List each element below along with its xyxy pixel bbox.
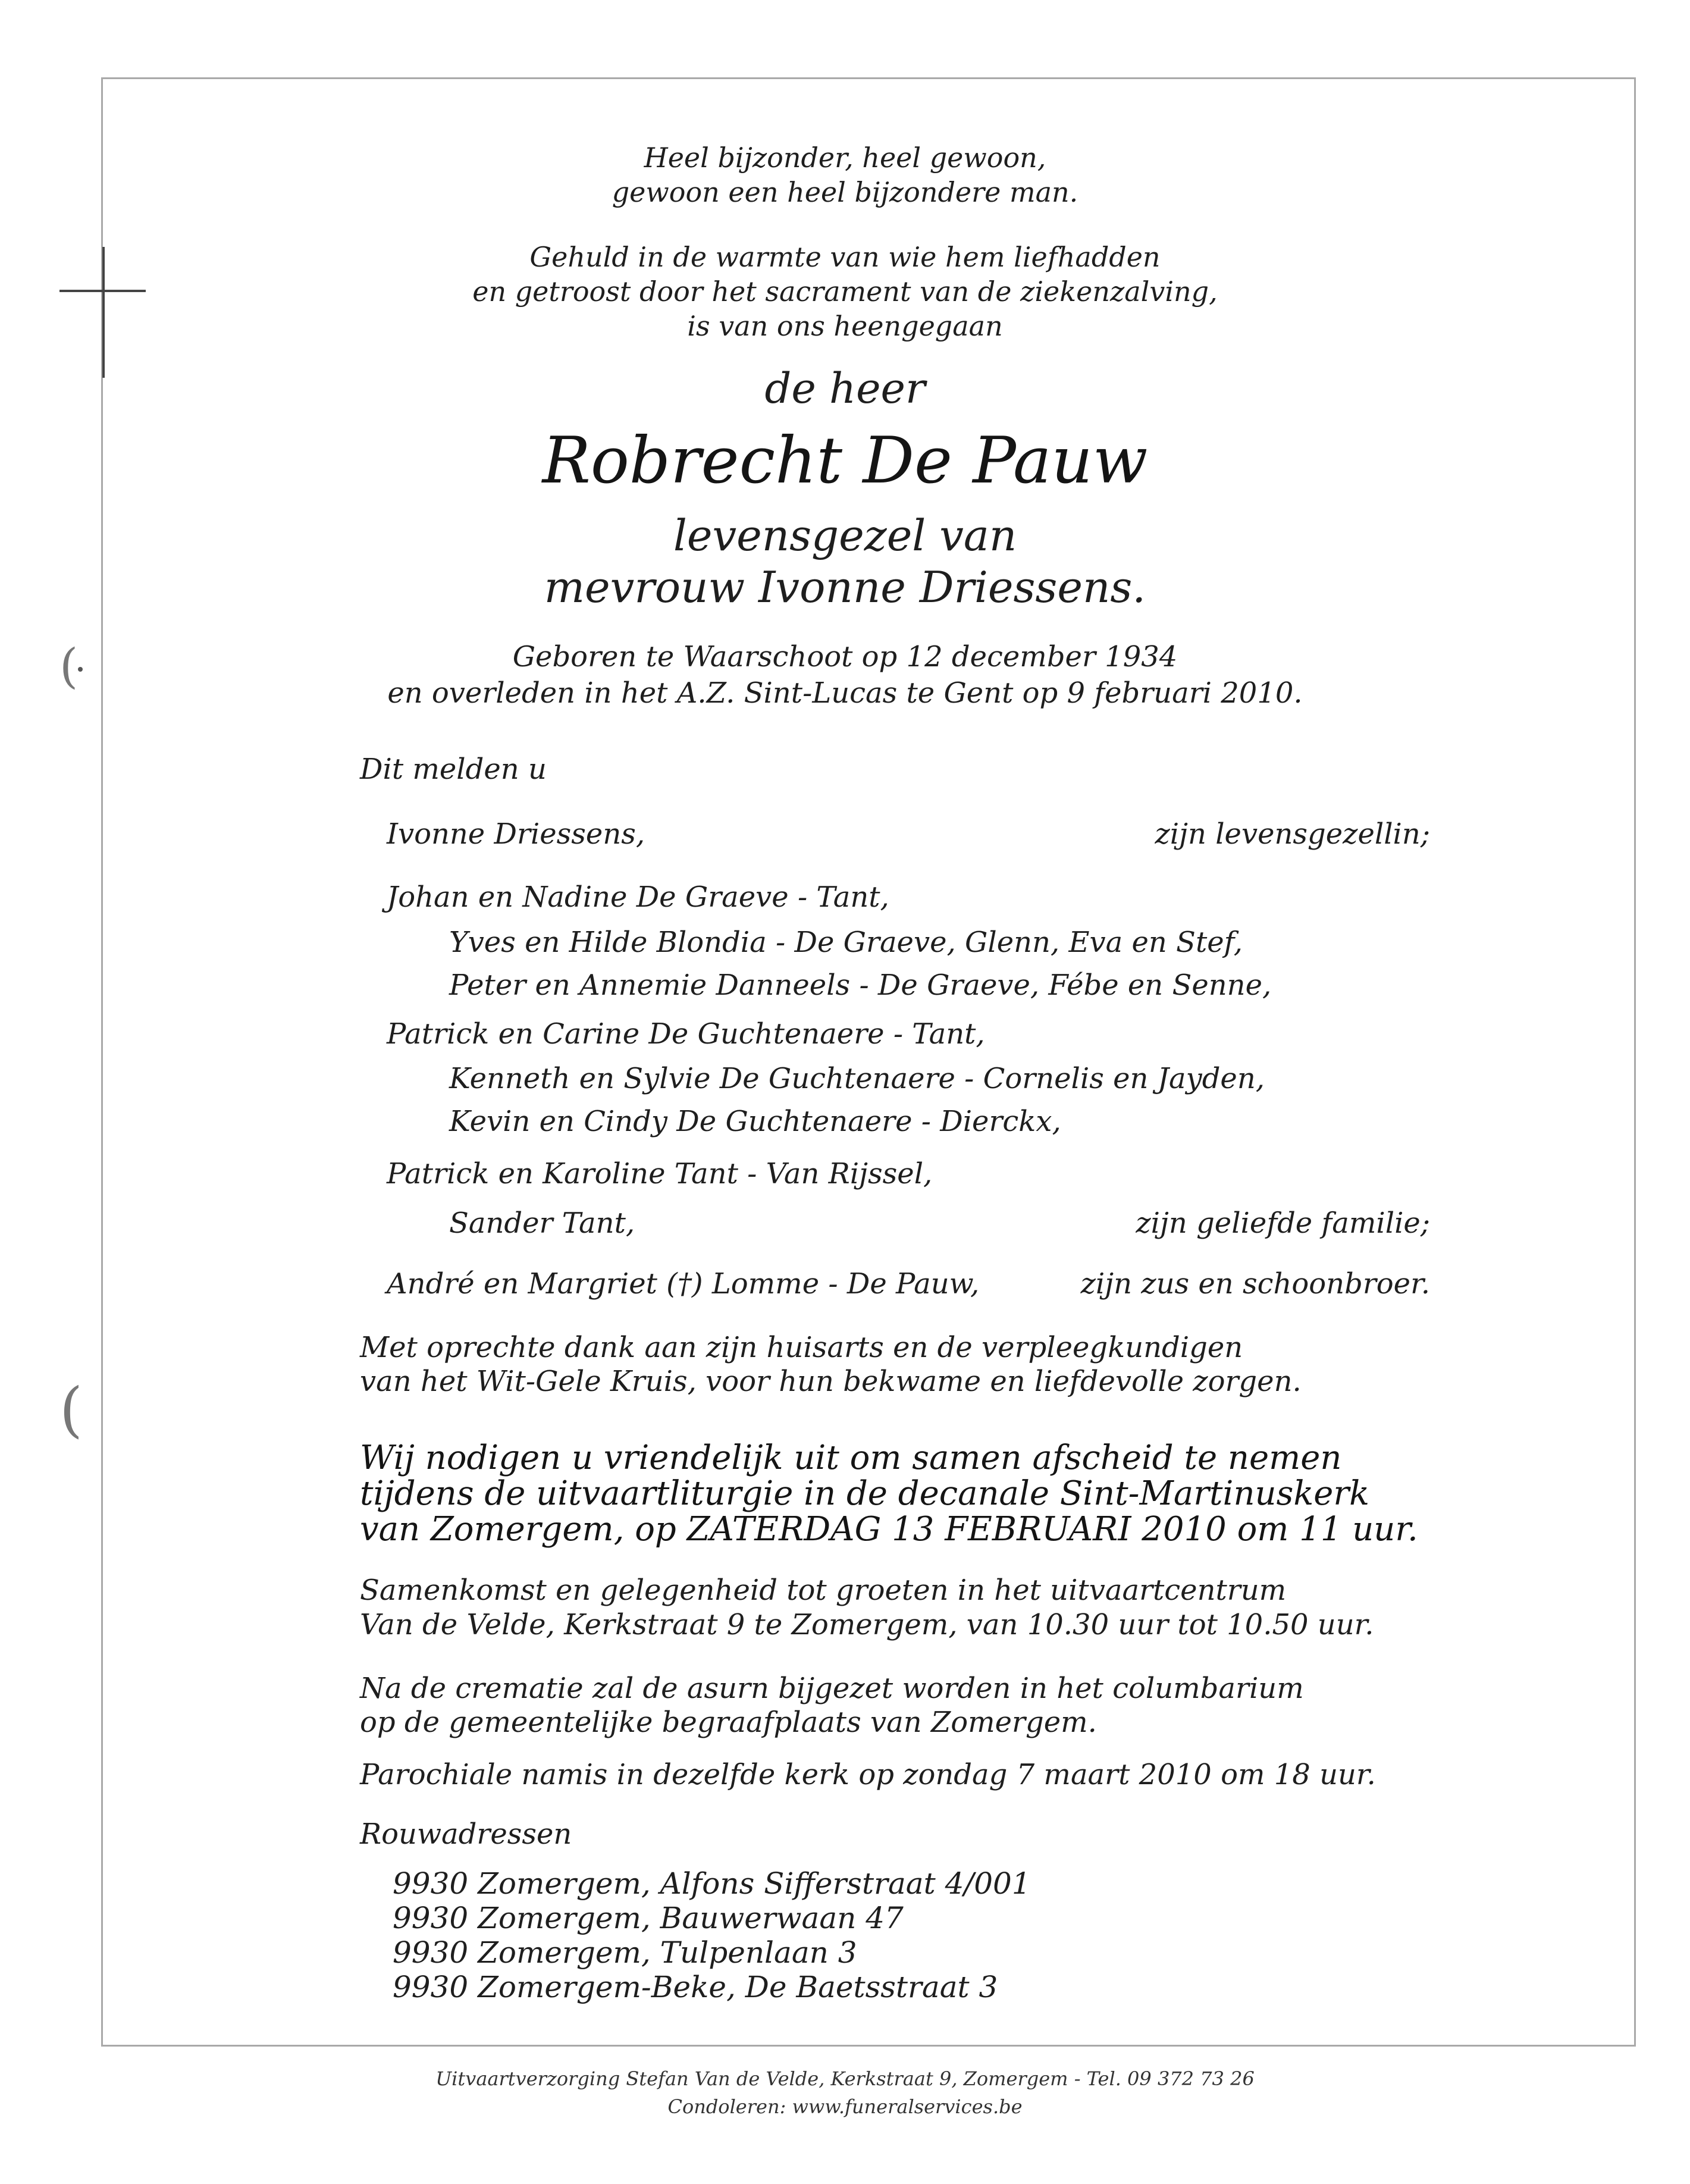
relation-label: zijn zus en schoonbroer. <box>1080 1267 1430 1301</box>
footer-funeral-home: Uitvaartverzorging Stefan Van de Velde, Kerkstraat 9, Zomergem - Tel. 09 372 73 26 <box>435 2067 1255 2090</box>
header-line: Gehuld in de warmte van wie hem liefhadden <box>529 241 1161 273</box>
family-line: Johan en Nadine De Graeve - Tant, <box>387 881 889 914</box>
mass-line: Parochiale namis in dezelfde kerk op zondag 7 maart 2010 om 18 uur. <box>360 1758 1376 1791</box>
family-line: Sander Tant, <box>449 1207 635 1240</box>
addresses-title: Rouwadressen <box>360 1818 572 1851</box>
punch-hole-mark: ( <box>59 1375 83 1444</box>
honorific: de heer <box>764 364 926 413</box>
punch-hole-mark: ( <box>59 638 79 694</box>
relation-label: zijn geliefde familie; <box>1136 1207 1430 1240</box>
cremation-line: Na de crematie zal de asurn bijgezet worden in het columbarium <box>360 1672 1304 1705</box>
death-line: en overleden in het A.Z. Sint-Lucas te Gent op 9 februari 2010. <box>387 676 1303 710</box>
relation-label: zijn levensgezellin; <box>1155 817 1430 851</box>
address-line: 9930 Zomergem, Bauwerwaan 47 <box>393 1901 904 1935</box>
partner-line: mevrouw Ivonne Driessens. <box>544 562 1146 612</box>
header-line: is van ons heengegaan <box>687 310 1003 342</box>
family-line: André en Margriet (†) Lomme - De Pauw, <box>387 1267 980 1301</box>
birth-line: Geboren te Waarschoot op 12 december 1934 <box>512 640 1178 673</box>
header-line: gewoon een heel bijzondere man. <box>612 176 1078 208</box>
family-line: Patrick en Carine De Guchtenaere - Tant, <box>387 1017 985 1051</box>
invitation-line: tijdens de uitvaartliturgie in de decanale Sint-Martinuskerk <box>360 1474 1370 1513</box>
announce-intro: Dit melden u <box>360 753 547 786</box>
address-line: 9930 Zomergem, Alfons Sifferstraat 4/001 <box>393 1866 1031 1901</box>
family-line: Patrick en Karoline Tant - Van Rijssel, <box>387 1157 933 1190</box>
invitation-line: Wij nodigen u vriendelijk uit om samen afscheid te nemen <box>360 1439 1342 1477</box>
family-line: Yves en Hilde Blondia - De Graeve, Glenn, Eva en Stef, <box>449 926 1243 959</box>
family-line: Peter en Annemie Danneels - De Graeve, Fébe en Senne, <box>449 969 1272 1002</box>
header-line: en getroost door het sacrament van de ziekenzalving, <box>472 275 1218 308</box>
partner-line: levensgezel van <box>673 510 1017 560</box>
gathering-line: Van de Velde, Kerkstraat 9 te Zomergem, van 10.30 uur tot 10.50 uur. <box>360 1608 1374 1641</box>
header-line: Heel bijzonder, heel gewoon, <box>644 142 1046 174</box>
family-line: Kenneth en Sylvie De Guchtenaere - Cornelis en Jayden, <box>449 1062 1265 1095</box>
family-line: Kevin en Cindy De Guchtenaere - Dierckx, <box>449 1105 1061 1138</box>
deceased-name: Robrecht De Pauw <box>542 424 1148 498</box>
thanks-line: Met oprechte dank aan zijn huisarts en de verpleegkundigen <box>360 1331 1243 1364</box>
address-line: 9930 Zomergem-Beke, De Baetsstraat 3 <box>393 1970 998 2004</box>
gathering-line: Samenkomst en gelegenheid tot groeten in het uitvaartcentrum <box>360 1574 1287 1607</box>
thanks-line: van het Wit-Gele Kruis, voor hun bekwame en liefdevolle zorgen. <box>360 1365 1302 1398</box>
family-line: Ivonne Driessens, <box>387 817 645 851</box>
address-line: 9930 Zomergem, Tulpenlaan 3 <box>393 1935 857 1970</box>
footer-condolences: Condoleren: www.funeralservices.be <box>667 2095 1023 2118</box>
invitation-line: van Zomergem, op ZATERDAG 13 FEBRUARI 2010 om 11 uur. <box>360 1510 1418 1549</box>
cremation-line: op de gemeentelijke begraafplaats van Zomergem. <box>360 1706 1097 1739</box>
